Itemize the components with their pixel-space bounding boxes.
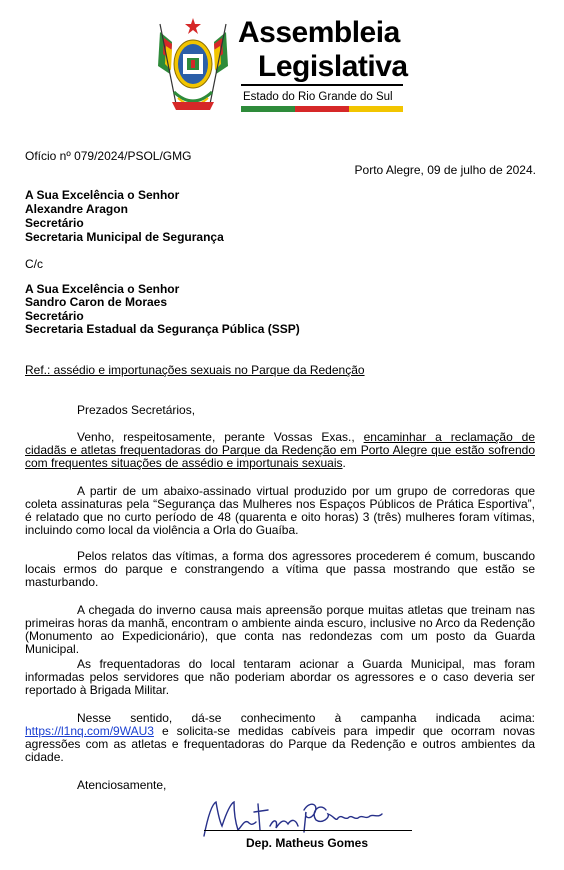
paragraph-6-end: e solicita-se medidas cabíveis para impedir que ocorram novas agressões com as atletas e frequentadoras do Parque da Redenção e outros ambientes da cidade. (25, 724, 535, 764)
campaign-link[interactable]: https://l1nq.com/9WAU3 (25, 724, 154, 738)
recipient1-name: Alexandre Aragon (25, 202, 128, 216)
paragraph-1-underlined: encaminhar a reclamação de cidadãs e atletas frequentadoras do Parque da Redenção em Porto Alegre que estão sofrendo com frequentes situações de assédio e importunais sexuais (25, 430, 535, 470)
paragraph-1-end: . (342, 456, 346, 470)
reference-line: Ref.: assédio e importunações sexuais no Parque da Redenção (25, 363, 365, 377)
coat-of-arms-icon (150, 14, 236, 116)
paragraph-6-start: Nesse sentido, dá-se conhecimento à campanha indicada acima: (77, 711, 535, 725)
brand-state: Estado do Rio Grande do Sul (243, 91, 393, 103)
paragraph-6 (25, 712, 535, 764)
green-stripe (241, 106, 295, 112)
letter-date: Porto Alegre, 09 de julho de 2024. (354, 163, 536, 177)
paragraph-2: A partir de um abaixo-assinado virtual produzido por um grupo de corredoras que coleta assinaturas pela “Segurança das Mulheres nos Espaços Públicos de Prática Esportiva”, é relatado que no curto período de 48 (quarenta e oito horas) 3 (três) mulheres foram vítimas, incluindo como local da violência a Orla do Guaíba. (25, 484, 535, 537)
office-number: Ofício nº 079/2024/PSOL/GMG (25, 149, 192, 163)
recipient2-salutation: A Sua Excelência o Senhor (25, 282, 180, 296)
brand-color-bar (241, 106, 403, 112)
closing: Atenciosamente, (77, 778, 167, 792)
red-stripe (295, 106, 349, 112)
recipient1-role: Secretário (25, 216, 84, 230)
paragraph-3: Pelos relatos das vítimas, a forma dos agressores procederem é comum, buscando locais ermos do parque e constrangendo a vítima que passa mostrando que estão se masturbando. (25, 549, 535, 589)
yellow-stripe (349, 106, 403, 112)
greeting: Prezados Secretários, (77, 403, 196, 417)
recipient2-name: Sandro Caron de Moraes (25, 295, 168, 309)
signature-line (204, 830, 412, 831)
recipient1-salutation: A Sua Excelência o Senhor (25, 188, 180, 202)
letterhead (0, 0, 564, 125)
signer-name: Dep. Matheus Gomes (246, 836, 369, 850)
brand-subtitle: Legislativa (258, 50, 408, 83)
recipient2-org: Secretaria Estadual da Segurança Pública (SSP) (25, 322, 300, 336)
recipient1-org: Secretaria Municipal de Segurança (25, 230, 224, 244)
cc-label: C/c (25, 257, 43, 271)
brand-title: Assembleia (238, 16, 400, 49)
brand-divider (241, 84, 403, 86)
paragraph-1 (25, 431, 535, 470)
recipient2-role: Secretário (25, 309, 84, 323)
paragraph-4: A chegada do inverno causa mais apreensão porque muitas atletas que treinam nas primeiras horas da manhã, encontram o ambiente ainda escuro, inclusive no Arco da Redenção (Monumento ao Expedicionário), que conta nas redondezas com um posto da Guarda Municipal. (25, 603, 535, 656)
paragraph-1-start: Venho, respeitosamente, perante Vossas Exas., (77, 430, 364, 444)
paragraph-5: As frequentadoras do local tentaram acionar a Guarda Municipal, mas foram informadas pelos servidores que não poderiam abordar os agressores e o caso deveria ser reportado à Brigada Militar. (25, 657, 535, 697)
